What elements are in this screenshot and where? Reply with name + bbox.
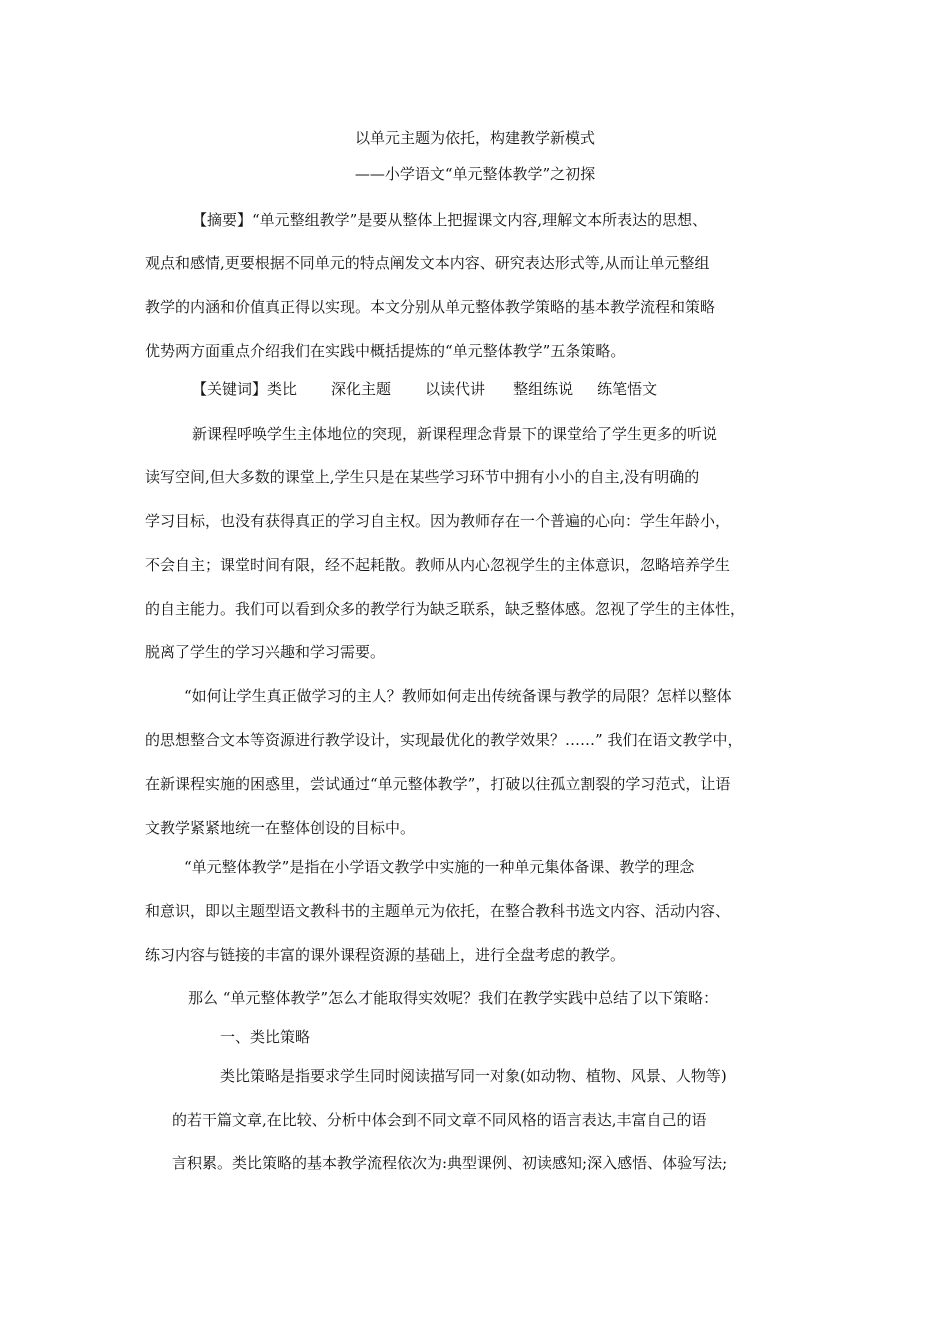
paragraph-line: 在新课程实施的困惑里，尝试通过“单元整体教学”，打破以往孤立割裂的学习范式，让语 <box>145 775 731 793</box>
abstract-line: 优势两方面重点介绍我们在实践中概括提炼的“单元整体教学”五条策略。 <box>145 342 626 360</box>
keyword: 以读代讲 <box>425 380 486 398</box>
page-title: 以单元主题为依托，构建教学新模式 <box>354 129 595 147</box>
paragraph-line: 和意识，即以主题型语文教科书的主题单元为依托，在整合教科书选文内容、活动内容、 <box>145 902 731 920</box>
paragraph-line: 那么 “单元整体教学”怎么才能取得实效呢？我们在教学实践中总结了以下策略： <box>188 989 719 1007</box>
abstract-line: 教学的内涵和价值真正得以实现。本文分别从单元整体教学策略的基本教学流程和策略 <box>145 298 716 316</box>
keyword: 类比 <box>267 380 298 398</box>
keyword: 整组练说 <box>513 380 574 398</box>
paragraph-line: 文教学紧紧地统一在整体创设的目标中。 <box>145 819 416 837</box>
paragraph-line: 脱离了学生的学习兴趣和学习需要。 <box>145 643 386 661</box>
keyword: 练笔悟文 <box>597 380 658 398</box>
abstract-line: 观点和感情,更要根据不同单元的特点阐发文本内容、研究表达形式等,从而让单元整组 <box>145 254 710 272</box>
paragraph-line: 言积累。类比策略的基本教学流程依次为:典型课例、初读感知;深入感悟、体验写法; <box>172 1154 728 1172</box>
paragraph-line: 的若干篇文章,在比较、分析中体会到不同文章不同风格的语言表达,丰富自己的语 <box>172 1111 707 1129</box>
paragraph-line: 练习内容与链接的丰富的课外课程资源的基础上，进行全盘考虑的教学。 <box>145 946 626 964</box>
paragraph-line: “如何让学生真正做学习的主人？教师如何走出传统备课与教学的局限？怎样以整体 <box>184 687 732 705</box>
paragraph-line: 学习目标，也没有获得真正的学习自主权。因为教师存在一个普遍的心向：学生年龄小， <box>145 512 731 530</box>
keyword: 深化主题 <box>331 380 392 398</box>
paragraph-line: 新课程呼唤学生主体地位的突现，新课程理念背景下的课堂给了学生更多的听说 <box>192 425 718 443</box>
section-heading: 一、类比策略 <box>220 1028 311 1046</box>
page-subtitle: ——小学语文“单元整体教学”之初探 <box>354 165 596 183</box>
paragraph-line: “单元整体教学”是指在小学语文教学中实施的一种单元集体备课、教学的理念 <box>184 858 695 876</box>
keywords-label: 【关键词】 <box>192 380 268 398</box>
paragraph-line: 的思想整合文本等资源进行教学设计，实现最优化的教学效果？……” 我们在语文教学中， <box>145 731 743 749</box>
keywords <box>192 379 657 399</box>
paragraph-line: 的自主能力。我们可以看到众多的教学行为缺乏联系，缺乏整体感。忽视了学生的主体性， <box>145 600 746 618</box>
paragraph-line: 不会自主；课堂时间有限，经不起耗散。教师从内心忽视学生的主体意识，忽略培养学生 <box>145 556 731 574</box>
paragraph-line: 读写空间,但大多数的课堂上,学生只是在某些学习环节中拥有小小的自主,没有明确的 <box>145 468 700 486</box>
abstract-line: 【摘要】“单元整组教学”是要从整体上把握课文内容,理解文本所表达的思想、 <box>192 211 708 229</box>
paragraph-line: 类比策略是指要求学生同时阅读描写同一对象(如动物、植物、风景、人物等) <box>220 1067 727 1085</box>
